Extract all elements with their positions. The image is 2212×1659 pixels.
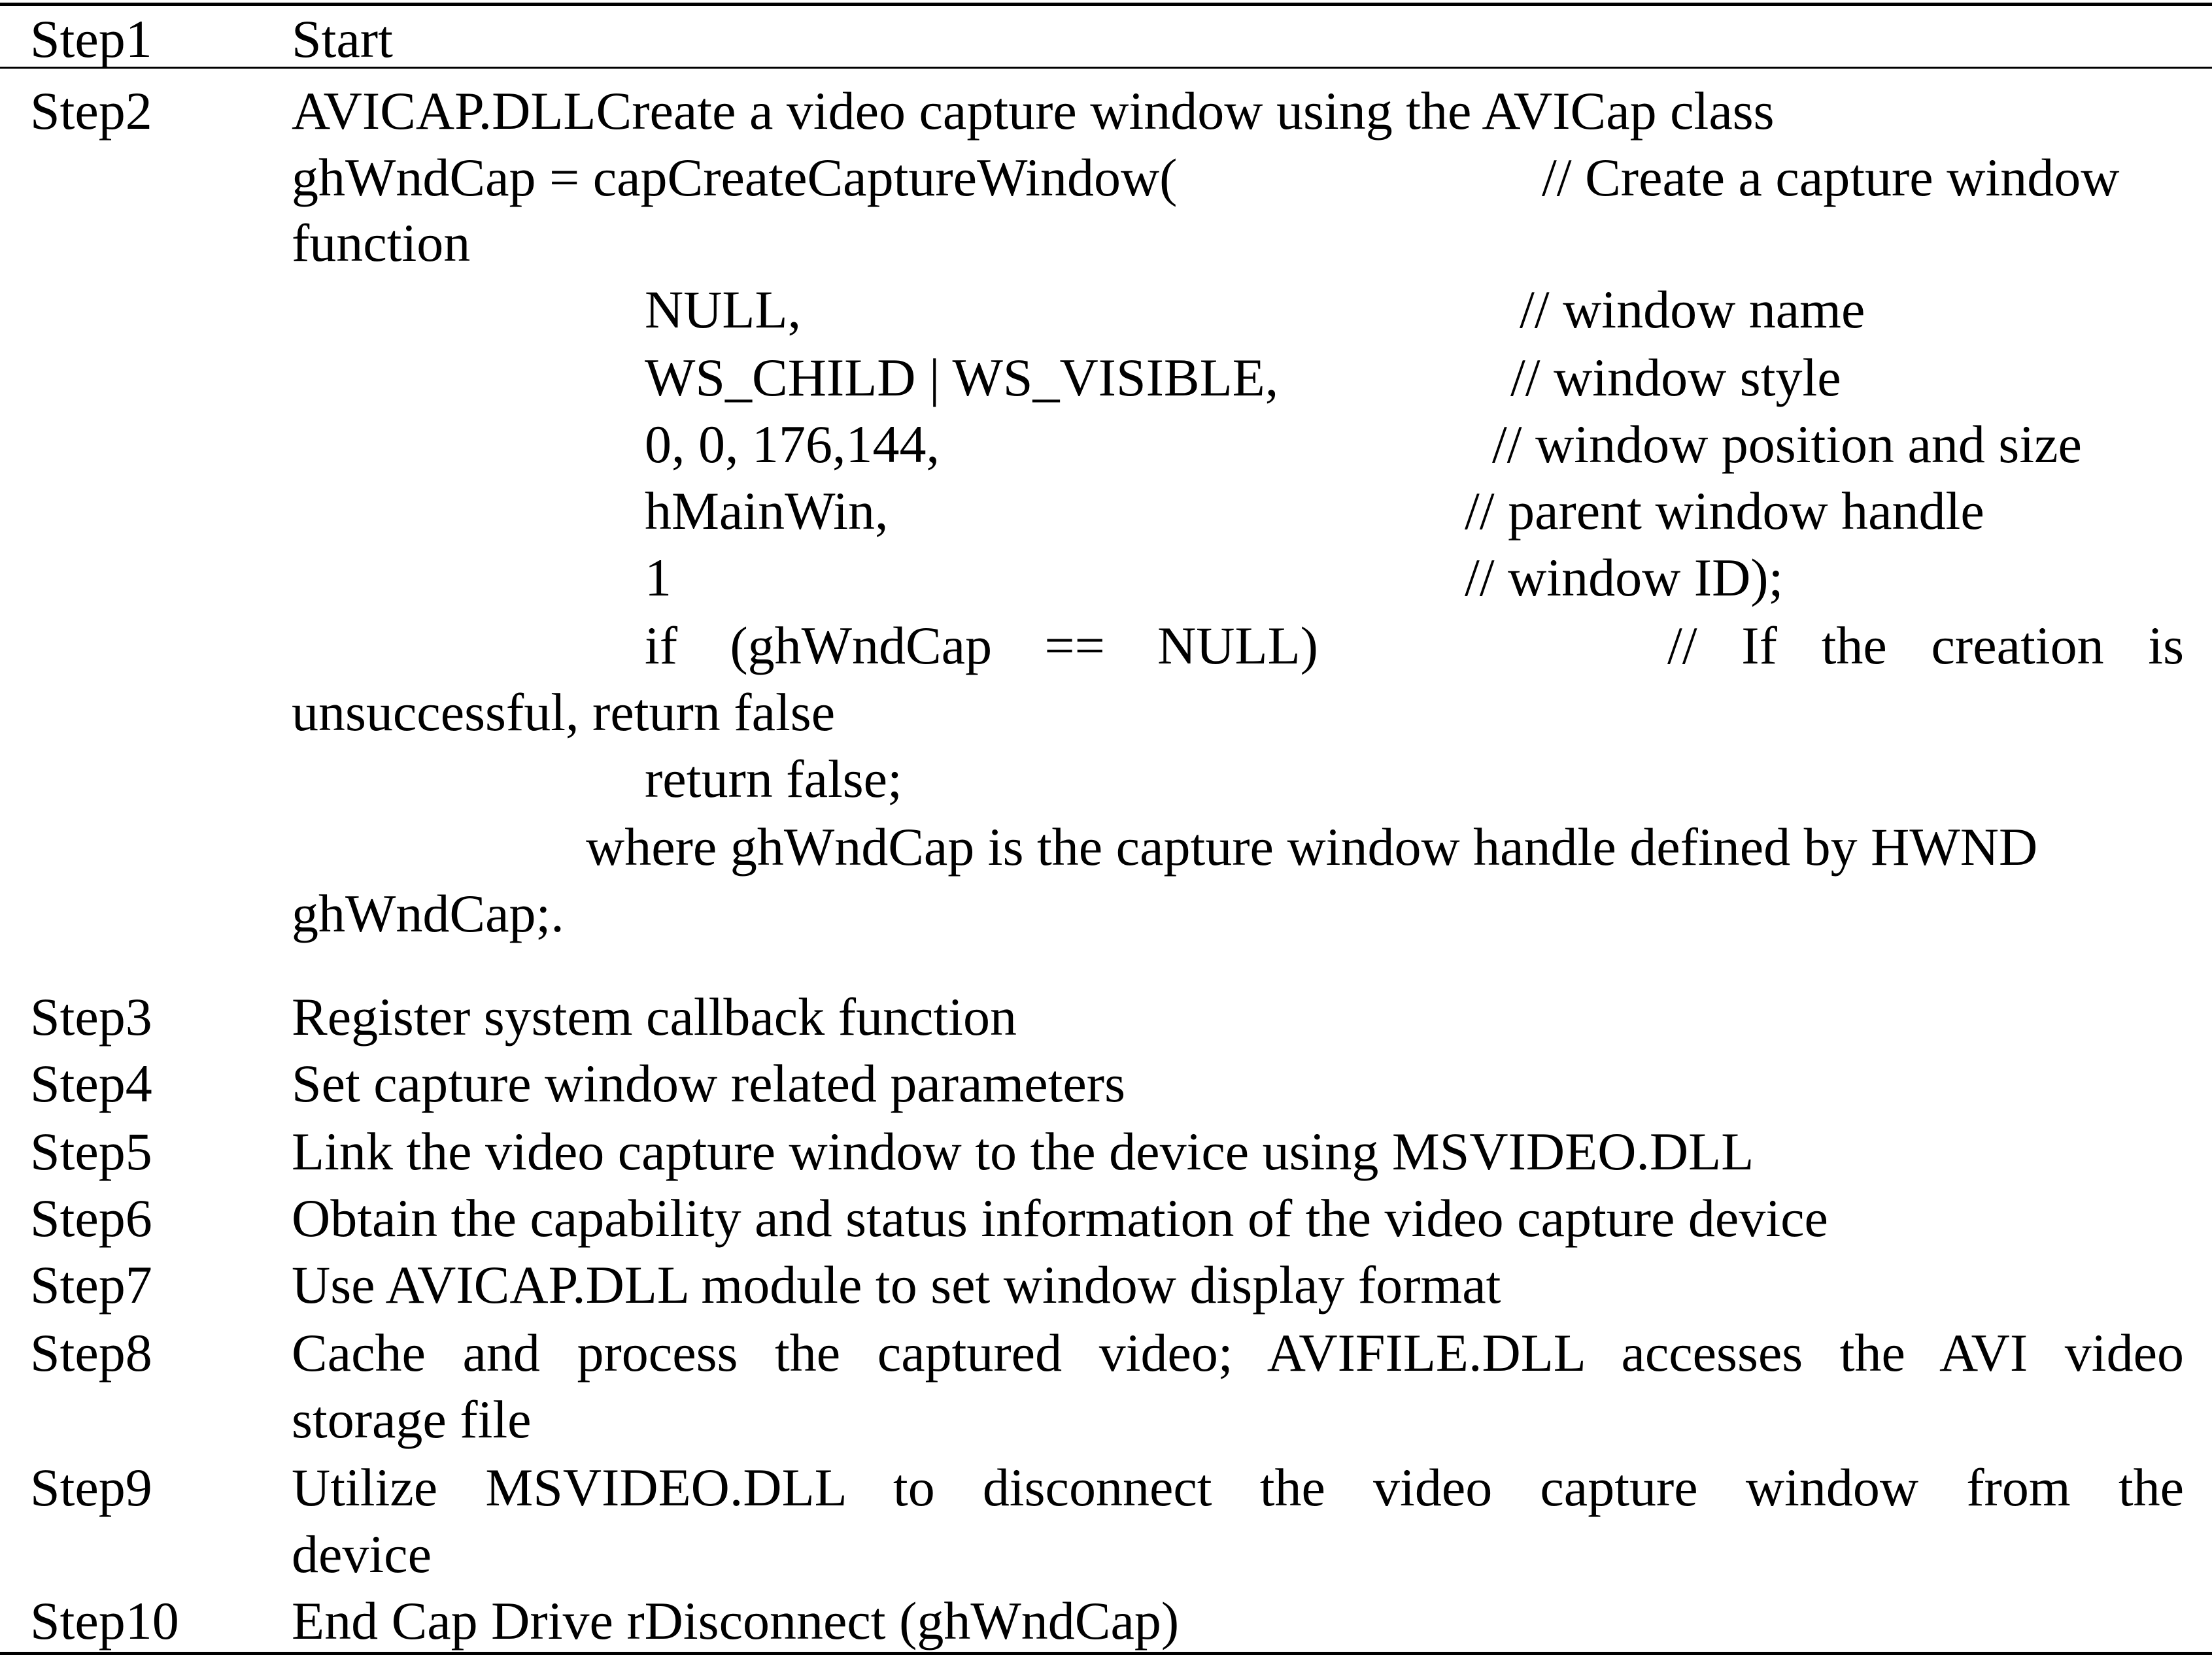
code-comment: // window ID); xyxy=(1465,548,1784,607)
step-description: Utilize MSVIDEO.DLL to disconnect the video capture window from the xyxy=(292,1458,2184,1517)
code-arg: WS_CHILD | WS_VISIBLE, xyxy=(645,348,1279,407)
code-comment-continuation: function xyxy=(292,213,471,273)
step-label: Step3 xyxy=(30,987,152,1047)
code-where-continuation: ghWndCap;. xyxy=(292,884,564,943)
step-label: Step9 xyxy=(30,1458,152,1517)
code-comment: // window style xyxy=(1510,348,1841,407)
step-description: Link the video capture window to the device using MSVIDEO.DLL xyxy=(292,1122,1754,1181)
code-comment: // window position and size xyxy=(1492,414,2082,474)
step-description: Set capture window related parameters xyxy=(292,1054,1126,1113)
code-arg: hMainWin, xyxy=(645,481,889,541)
step-description: Register system callback function xyxy=(292,987,1017,1047)
step-description: Cache and process the captured video; AVIFILE.DLL accesses the AVI video xyxy=(292,1323,2184,1382)
code-comment: // If the creation is xyxy=(1667,616,2184,675)
code-comment: // Create a capture window xyxy=(1542,148,2120,207)
step-description-continuation: device xyxy=(292,1524,432,1584)
step-description: AVICAP.DLLCreate a video capture window using the AVICap class xyxy=(292,81,1775,141)
table-top-rule xyxy=(0,3,2212,6)
step-label: Step6 xyxy=(30,1188,152,1248)
step-label: Step8 xyxy=(30,1323,152,1382)
step-label: Step1 xyxy=(30,9,152,69)
step-description: End Cap Drive rDisconnect (ghWndCap) xyxy=(292,1591,1180,1651)
code-arg: 1 xyxy=(645,548,672,607)
code-comment: // parent window handle xyxy=(1465,481,1984,541)
step-description: Use AVICAP.DLL module to set window display format xyxy=(292,1255,1501,1315)
code-comment: // window name xyxy=(1520,280,1865,339)
step-label: Step4 xyxy=(30,1054,152,1113)
step-label: Step5 xyxy=(30,1122,152,1181)
code-arg: NULL, xyxy=(645,280,802,339)
code-where-line: where ghWndCap is the capture window handle defined by HWND xyxy=(586,817,2038,877)
step-description: Start xyxy=(292,9,393,69)
code-return-line: return false; xyxy=(645,749,902,809)
code-call-line: ghWndCap = capCreateCaptureWindow( xyxy=(292,148,1178,207)
step-label: Step2 xyxy=(30,81,152,141)
step-description-continuation: storage file xyxy=(292,1390,532,1449)
code-comment-continuation: unsuccessful, return false xyxy=(292,682,836,742)
step-description: Obtain the capability and status information of the video capture device xyxy=(292,1188,1828,1248)
code-if-line: if (ghWndCap == NULL) xyxy=(645,616,1318,675)
step-label: Step7 xyxy=(30,1255,152,1315)
code-arg: 0, 0, 176,144, xyxy=(645,414,940,474)
step-label: Step10 xyxy=(30,1591,179,1651)
